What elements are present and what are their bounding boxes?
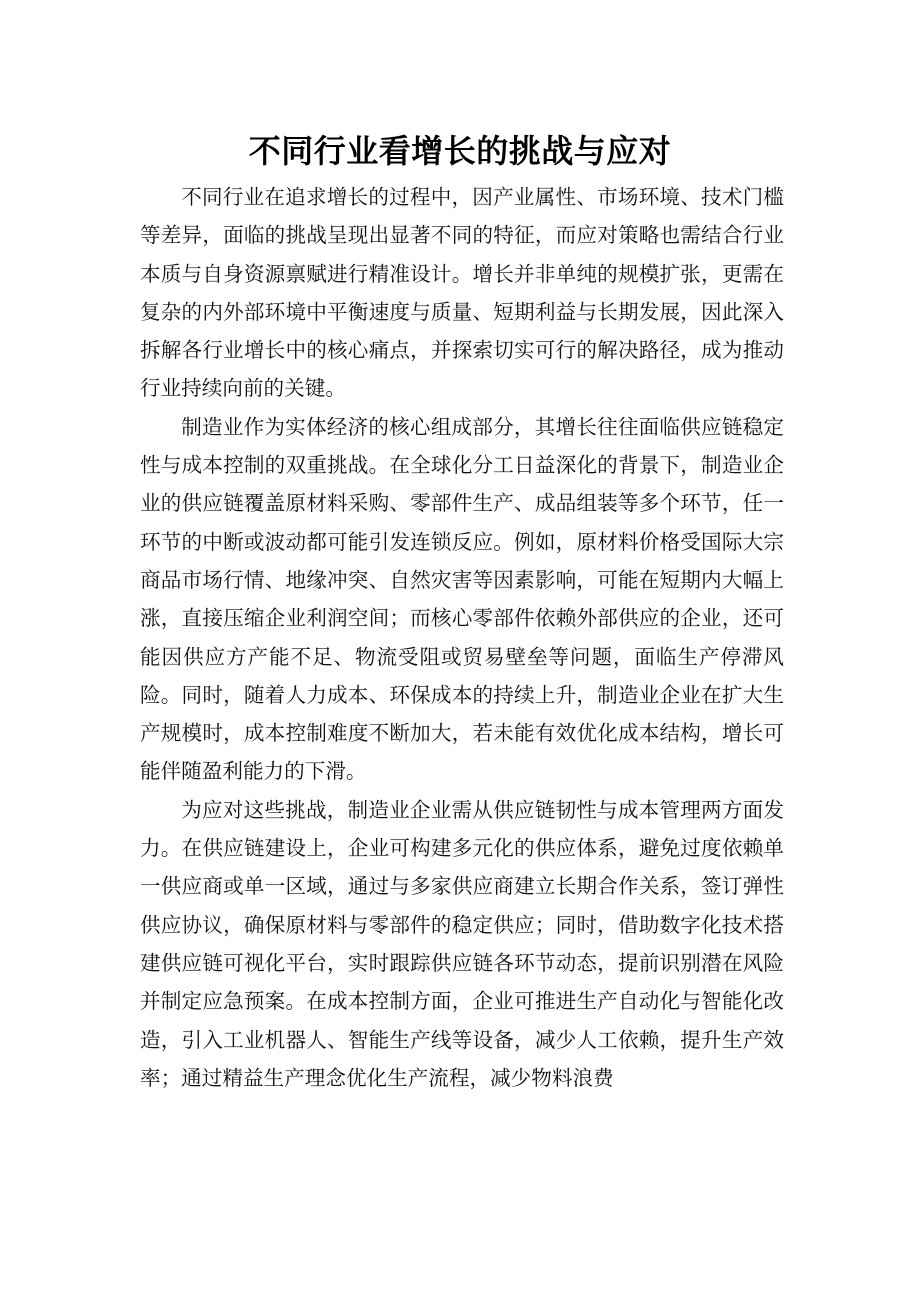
document-body xyxy=(140,178,784,1097)
paragraph-intro: 不同行业在追求增长的过程中，因产业属性、市场环境、技术门槛等差异，面临的挑战呈现出显著不同的特征，而应对策略也需结合行业本质与自身资源禀赋进行精准设计。增长并非单纯的规模扩张，更需在复杂的内外部环境中平衡速度与质量、短期利益与长期发展，因此深入拆解各行业增长中的核心痛点，并探索切实可行的解决路径，成为推动行业持续向前的关键。 xyxy=(140,185,784,401)
paragraph-manufacturing-challenges: 制造业作为实体经济的核心组成部分，其增长往往面临供应链稳定性与成本控制的双重挑战。在全球化分工日益深化的背景下，制造业企业的供应链覆盖原材料采购、零部件生产、成品组装等多个环节，任一环节的中断或波动都可能引发连锁反应。例如，原材料价格受国际大宗商品市场行情、地缘冲突、自然灾害等因素影响，可能在短期内大幅上涨，直接压缩企业利润空间；而核心零部件依赖外部供应的企业，还可能因供应方产能不足、物流受阻或贸易壁垒等问题，面临生产停滞风险。同时，随着人力成本、环保成本的持续上升，制造业企业在扩大生产规模时，成本控制难度不断加大，若未能有效优化成本结构，增长可能伴随盈利能力的下滑。 xyxy=(140,414,784,784)
paragraph-manufacturing-responses: 为应对这些挑战，制造业企业需从供应链韧性与成本管理两方面发力。在供应链建设上，企业可构建多元化的供应体系，避免过度依赖单一供应商或单一区域，通过与多家供应商建立长期合作关系，签订弹性供应协议，确保原材料与零部件的稳定供应；同时，借助数字化技术搭建供应链可视化平台，实时跟踪供应链各环节动态，提前识别潜在风险并制定应急预案。在成本控制方面，企业可推进生产自动化与智能化改造，引入工业机器人、智能生产线等设备，减少人工依赖，提升生产效率；通过精益生产理念优化生产流程，减少物料浪费 xyxy=(140,797,784,1090)
document-title: 不同行业看增长的挑战与应对 xyxy=(248,132,672,170)
